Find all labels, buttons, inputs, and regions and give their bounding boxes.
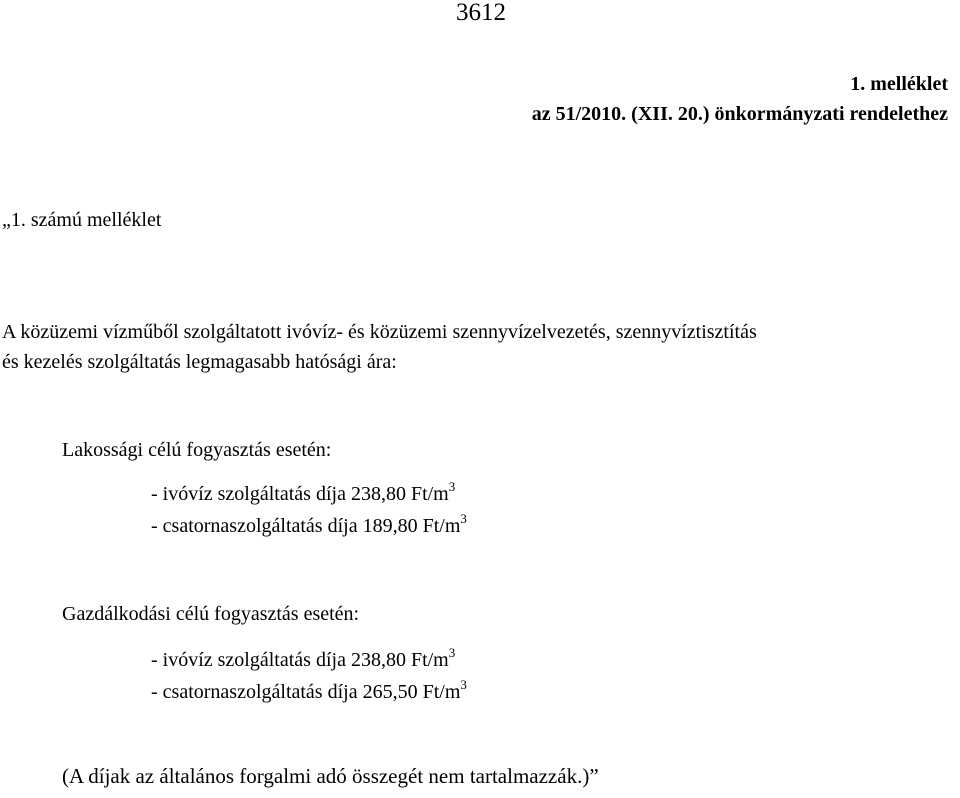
vat-note: (A díjak az általános forgalmi adó összegét nem tartalmazzák.)” xyxy=(62,764,599,788)
unit-exponent: 3 xyxy=(448,645,456,660)
unit-exponent: 3 xyxy=(460,677,467,692)
intro-line-1: A közüzemi vízműből szolgáltatott ivóvíz- és közüzemi szennyvízelvezetés, szennyvíztisztítás xyxy=(2,321,757,343)
intro-line-2: és kezelés szolgáltatás legmagasabb hatósági ára: xyxy=(2,351,397,373)
annex-title: „1. számú melléklet xyxy=(2,209,162,231)
unit-exponent: 3 xyxy=(448,479,456,494)
business-water-price xyxy=(151,645,456,671)
business-heading: Gazdálkodási célú fogyasztás esetén: xyxy=(62,603,360,625)
residential-water-price xyxy=(151,479,456,505)
price-text: - csatornaszolgáltatás díja 189,80 Ft/m xyxy=(151,515,461,537)
page-number: 3612 xyxy=(456,0,506,26)
residential-heading: Lakossági célú fogyasztás esetén: xyxy=(62,439,332,461)
unit-exponent: 3 xyxy=(460,511,467,526)
business-sewer-price xyxy=(151,677,467,703)
annex-reference: az 51/2010. (XII. 20.) önkormányzati rendelethez xyxy=(531,103,948,125)
price-text: - csatornaszolgáltatás díja 265,50 Ft/m xyxy=(151,681,461,703)
price-text: - ivóvíz szolgáltatás díja 238,80 Ft/m xyxy=(151,483,449,505)
residential-sewer-price xyxy=(151,511,467,537)
price-text: - ivóvíz szolgáltatás díja 238,80 Ft/m xyxy=(151,649,449,671)
annex-label: 1. melléklet xyxy=(850,73,948,95)
